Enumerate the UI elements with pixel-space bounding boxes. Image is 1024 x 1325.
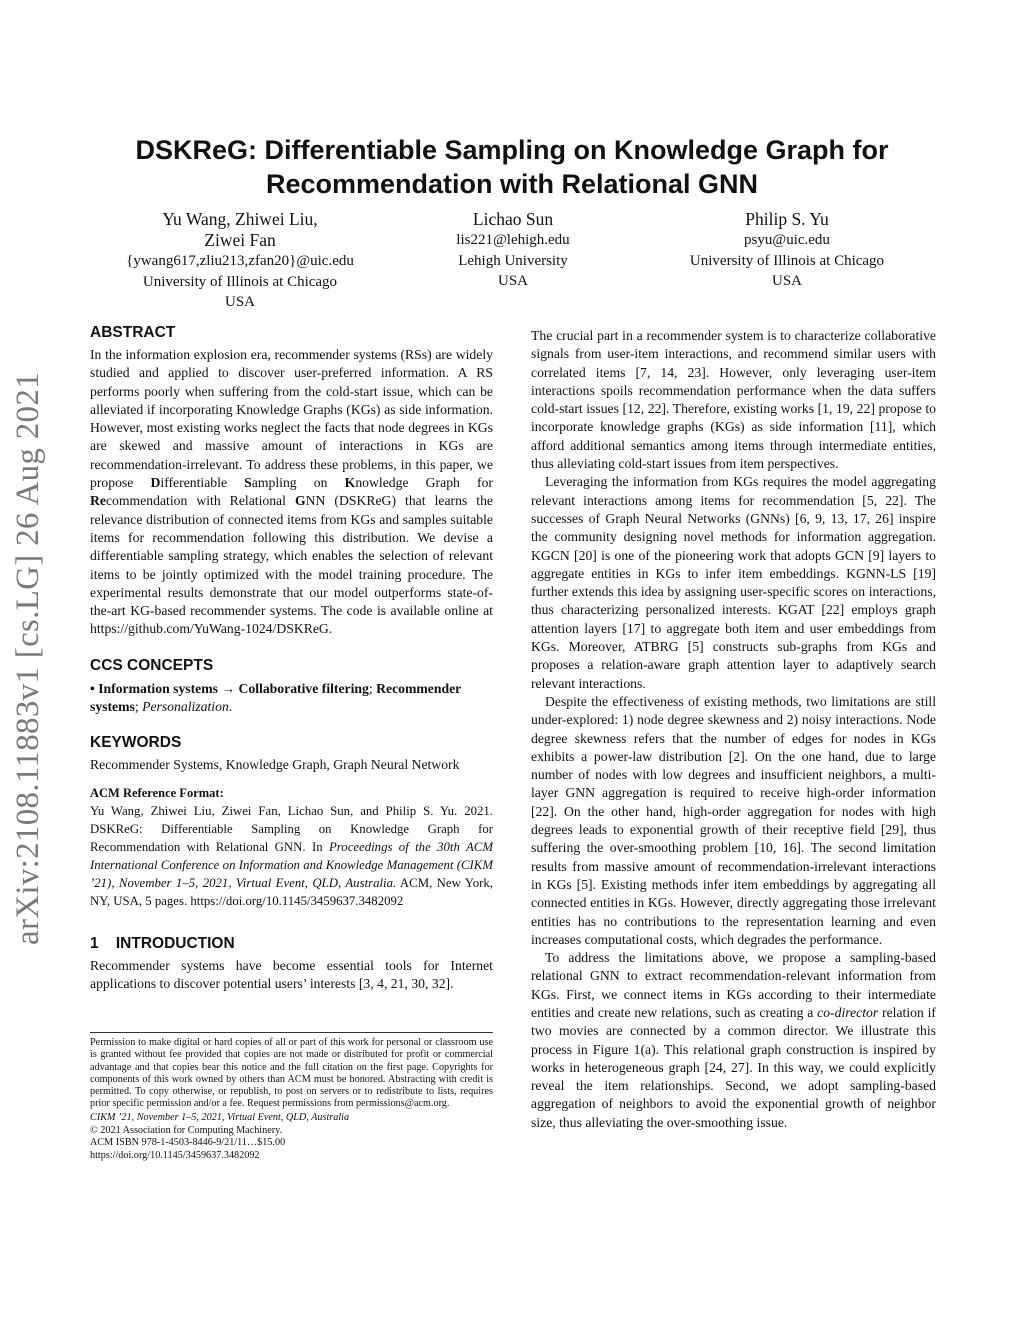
footnote-divider [90,1032,493,1033]
title-line-2: Recommendation with Relational GNN [265,169,759,199]
abstract-part: commendation with Relational [105,493,295,509]
ref-part: ACM, New York, NY, USA, 5 pages. https://doi.org/10.1145/3459637.3482092 [90,875,493,908]
abstract-part: nowledge Graph for [355,475,493,491]
permission-notice: Permission to make digital or hard copies of all or part of this work for personal or classroom use is granted without fee provided that copies are not made or distributed for profit or commercial advantage and that copies bear this notice and the full citation on the first page. Copyrights for components of this work owned by others than ACM must be honored. Abstracting with credit is permitted. To copy otherwise, or republish, to post on servers or to redistribute to lists, requires prior specific permission and/or a fee. Request permissions from permissions@acm.org. [90,1037,493,1110]
ccs-sep: ; [134,699,143,715]
title-line-1: DSKReG: Differentiable Sampling on Knowledge Graph for [135,135,889,165]
arxiv-identifier: arXiv:2108.11883v1 [cs.LG] 26 Aug 2021 [10,372,46,945]
ccs-concept: Personalization [142,699,229,715]
ref-part: Proceedings of the 30th ACM International Conference on Information and Knowledge Management (CIKM ’21), November 1–5, 2021, Virtual Event, QLD, Australia. [90,839,493,890]
author-country: USA [771,273,802,289]
intro-paragraph-2: The crucial part in a recommender system is to characterize collaborative signals from user-item interactions, and recommend similar users with correlated items [7, 14, 23]. However, only leveraging user-item interactions spoils recommendation performance when the data suffers cold-start issues [12, 22]. Therefore, existing works [1, 19, 22] propose to incorporate knowledge graphs (KGs) as side information [11], which afford additional semantics among items through intermediate entities, thus alleviating cold-start issues from item perspectives. [531,328,936,472]
author-affiliation: University of Illinois at Chicago [142,273,338,290]
ccs-sep: . [228,699,233,715]
author-name: Yu Wang, Zhiwei Liu, [162,209,318,229]
author-country: USA [224,294,255,310]
author-country: USA [497,273,528,289]
copyright: © 2021 Association for Computing Machinery. [90,1125,283,1137]
author-affiliation: University of Illinois at Chicago [689,252,885,269]
author-affiliation: Lehigh University [458,252,568,269]
abstract-part: ampling on [251,475,345,491]
ccs-concept: Recommender systems [90,680,462,715]
paper-title [0,133,1024,201]
acm-reference-text [90,802,493,910]
ref-part: Yu Wang, Zhiwei Liu, Ziwei Fan, Lichao Sun, and Philip S. Yu. 2021. DSKReG: Differentiable Sampling on Knowledge Graph for Recommendation with Relational GNN. In [90,803,493,854]
abstract-part: S [244,475,252,491]
author-email: {ywang617,zliu213,zfan20}@uic.edu [126,253,354,269]
abstract-part: Re [90,493,106,509]
intro-paragraph-3: Leveraging the information from KGs requires the model aggregating relevant interactions among items for recommendation [5, 22]. The successes of Graph Neural Networks (GNNs) [6, 9, 13, 17, 26] inspire the community designing novel methods for information aggregation. KGCN [20] is one of the pioneering work that adopts GCN [9] layers to aggregate entities in KGs to infer item embeddings. KGNN-LS [19] further extends this idea by assigning user-specific scores on interactions, thus characterizing personalized interests. KGAT [22] employs graph attention layers [17] to aggregate both item and user embeddings from KGs. Moreover, ATBRG [5] constructs sub-graphs from KGs and proposes a relation-aware graph attention layer to adaptively search relevant interactions. [531,474,936,691]
keywords-heading: KEYWORDS [90,734,182,752]
copyright-footnote [90,1037,493,1162]
text-part: co-director [817,1004,879,1020]
ccs-heading: CCS CONCEPTS [90,656,214,674]
introduction-heading: 1 INTRODUCTION [90,934,235,952]
author-name: Philip S. Yu [745,209,829,229]
acm-reference [90,784,493,910]
intro-paragraph-1: Recommender systems have become essential tools for Internet applications to discover potential users’ interests [3, 4, 21, 30, 32]. [90,957,493,991]
text-part: To address the limitations above, we propose a sampling-based relational GNN to extract recommendation-relevant information from KGs. First, we connect items in KGs according to their intermediate entities and create new relations, such as creating a [531,950,936,1020]
doi: https://doi.org/10.1145/3459637.3482092 [90,1149,260,1161]
author-block-2 [393,209,633,292]
author-name: Ziwei Fan [204,230,276,250]
right-column [531,327,936,1132]
text-part: relation if two movies are connected by a common director. We illustrate this process in Figure 1(a). This relational graph construction is inspired by works in heterogeneous graph [24, 27]. In this way, we could explicitly reveal the item relationships. Second, we adopt sampling-based aggregation of neighbors to avoid the exponential growth of neighbor size, thus alleviating the over-smoothing issue. [531,1004,936,1130]
acm-reference-heading: ACM Reference Format: [90,785,224,800]
venue: CIKM ’21, November 1–5, 2021, Virtual Event, QLD, Australia [90,1111,350,1123]
left-column [90,323,493,993]
author-block-3 [647,209,927,292]
author-block-1 [90,209,390,313]
ccs-sep: ; [368,680,377,696]
abstract-part: ifferentiable [160,475,245,491]
author-email: lis221@lehigh.edu [456,232,570,248]
intro-paragraph-5 [531,949,936,1132]
author-email: psyu@uic.edu [744,232,830,248]
abstract-part: NN (DSKReG) that learns the relevance distribution of connected items from KGs and samples suitable items for recommendation following this distribution. We devise a differentiable sampling strategy, which enables the selection of relevant items to be jointly optimized with the model training procedure. The experimental results demonstrate that our model outperforms state-of-the-art KG-based recommender systems. The code is available online at https://github.com/YuWang-1024/DSKReG. [90,493,493,637]
keywords-text: Recommender Systems, Knowledge Graph, Graph Neural Network [90,757,460,773]
isbn: ACM ISBN 978-1-4503-8446-9/21/11…$15.00 [90,1137,286,1149]
abstract-part: G [294,493,306,509]
abstract-part: K [344,475,356,491]
ccs-concept: • Information systems → Collaborative filtering [90,680,369,696]
abstract-part: In the information explosion era, recommender systems (RSs) are widely studied and applied to discover user-preferred information. A RS performs poorly when suffering from the cold-start issue, which can be alleviated if incorporating Knowledge Graphs (KGs) as side information. However, most existing works neglect the facts that node degrees in KGs are skewed and massive amount of interactions in KGs are recommendation-irrelevant. To address these problems, in this paper, we propose [90,347,493,491]
ccs-text [90,680,493,717]
author-name: Lichao Sun [472,209,554,229]
abstract-text [90,346,493,639]
abstract-part: D [150,475,161,491]
abstract-heading: ABSTRACT [90,324,176,341]
intro-paragraph-4: Despite the effectiveness of existing methods, two limitations are still under-explored: 1) node degree skewness and 2) noisy interactions. Node degree skewness refers that the number of edges for nodes in KGs exhibits a power-law distribution [2]. On the one hand, due to large number of nodes with low degrees and insufficient neighbors, a multi-layer GNN aggregation is required to receive high-order information [22]. On the other hand, high-order aggregation for nodes with high degrees leads to exponential growth of their receptive field [29], thus suffering the over-smoothing problem [10, 16]. The second limitation results from massive amount of recommendation-irrelevant interactions in KGs [5]. Existing methods infer item embeddings by aggregating all connected entities in KGs. However, directly aggregating those irrelevant entities has no contributions to the representation learning and even increases computational costs, which degrades the performance. [531,693,936,947]
